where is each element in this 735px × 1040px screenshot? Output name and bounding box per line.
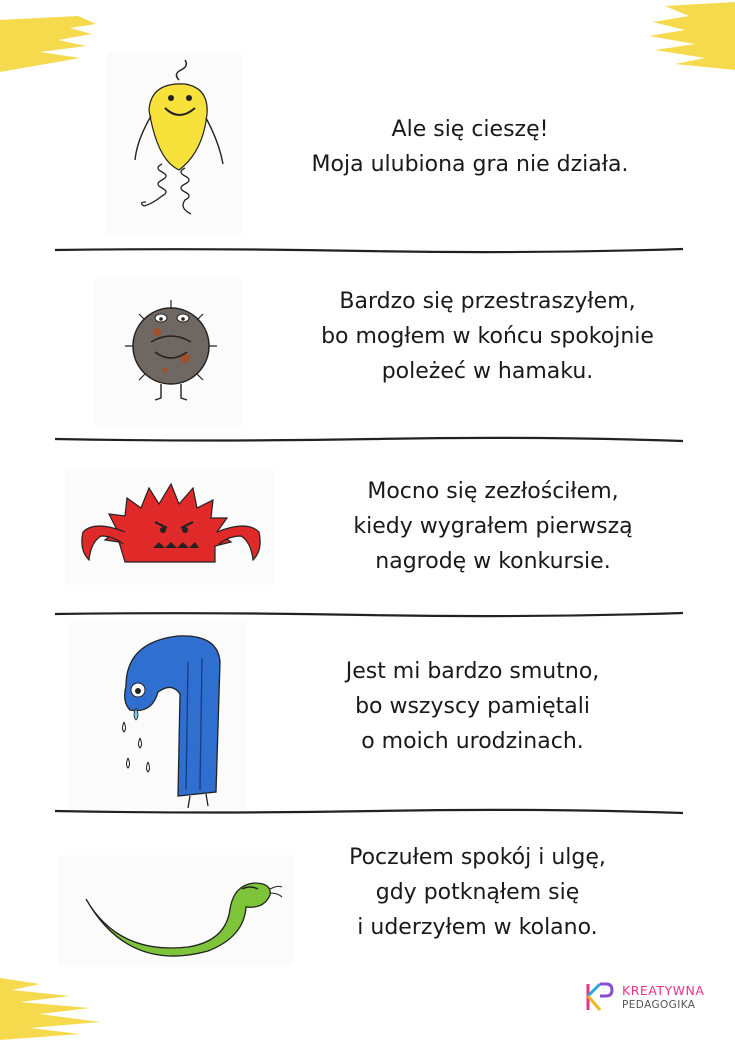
sentence-line: gdy potknąłem się bbox=[375, 880, 580, 905]
sentence-line: Ale się cieszę! bbox=[391, 117, 549, 142]
yellow-spring-monster-icon bbox=[107, 52, 242, 235]
sentence-4 bbox=[300, 654, 645, 759]
sentence-line: poleżeć w hamaku. bbox=[381, 359, 594, 384]
divider-line bbox=[55, 610, 683, 618]
sentence-3 bbox=[318, 474, 668, 579]
sentence-line: nagrodę w konkursie. bbox=[375, 549, 611, 574]
sentence-line: bo mogłem w końcu spokojnie bbox=[321, 324, 654, 349]
monster-image-4 bbox=[68, 622, 246, 810]
monster-image-2 bbox=[95, 278, 242, 428]
sentence-5 bbox=[300, 840, 655, 945]
sentence-line: i uderzyłem w kolano. bbox=[357, 915, 598, 940]
sentence-line: o moich urodzinach. bbox=[361, 729, 584, 754]
sentence-line: kiedy wygrałem pierwszą bbox=[353, 514, 633, 539]
calm-green-snake-monster-icon bbox=[58, 855, 293, 965]
sentence-line: Jest mi bardzo smutno, bbox=[345, 659, 600, 684]
sentence-line: Bardzo się przestraszyłem, bbox=[339, 289, 636, 314]
sad-blue-crying-monster-icon bbox=[68, 622, 246, 810]
yellow-brush-top-left bbox=[0, 14, 100, 84]
yellow-brush-top-right bbox=[645, 0, 735, 80]
kreatywna-pedagogika-logo bbox=[582, 980, 722, 1016]
angry-red-monster-icon bbox=[65, 470, 275, 585]
monster-image-5 bbox=[58, 855, 293, 965]
sentence-2 bbox=[300, 284, 675, 389]
sentence-line: bo wszyscy pamiętali bbox=[355, 694, 590, 719]
yellow-brush-bottom-left bbox=[0, 970, 110, 1040]
sentence-line: Mocno się zezłościłem, bbox=[367, 479, 619, 504]
monster-image-3 bbox=[65, 470, 275, 585]
divider-line bbox=[55, 808, 683, 816]
sentence-1 bbox=[285, 112, 655, 182]
sentence-line: Poczułem spokój i ulgę, bbox=[349, 845, 606, 870]
divider-line bbox=[55, 246, 683, 254]
scared-grey-ball-monster-icon bbox=[95, 278, 242, 428]
monster-image-1 bbox=[107, 52, 242, 235]
logo-mark-icon bbox=[582, 980, 616, 1014]
logo-text-bottom: PEDAGOGIKA bbox=[622, 999, 696, 1011]
sentence-line: Moja ulubiona gra nie działa. bbox=[311, 152, 629, 177]
divider-line bbox=[55, 436, 683, 444]
logo-text-top: KREATYWNA bbox=[622, 983, 705, 998]
